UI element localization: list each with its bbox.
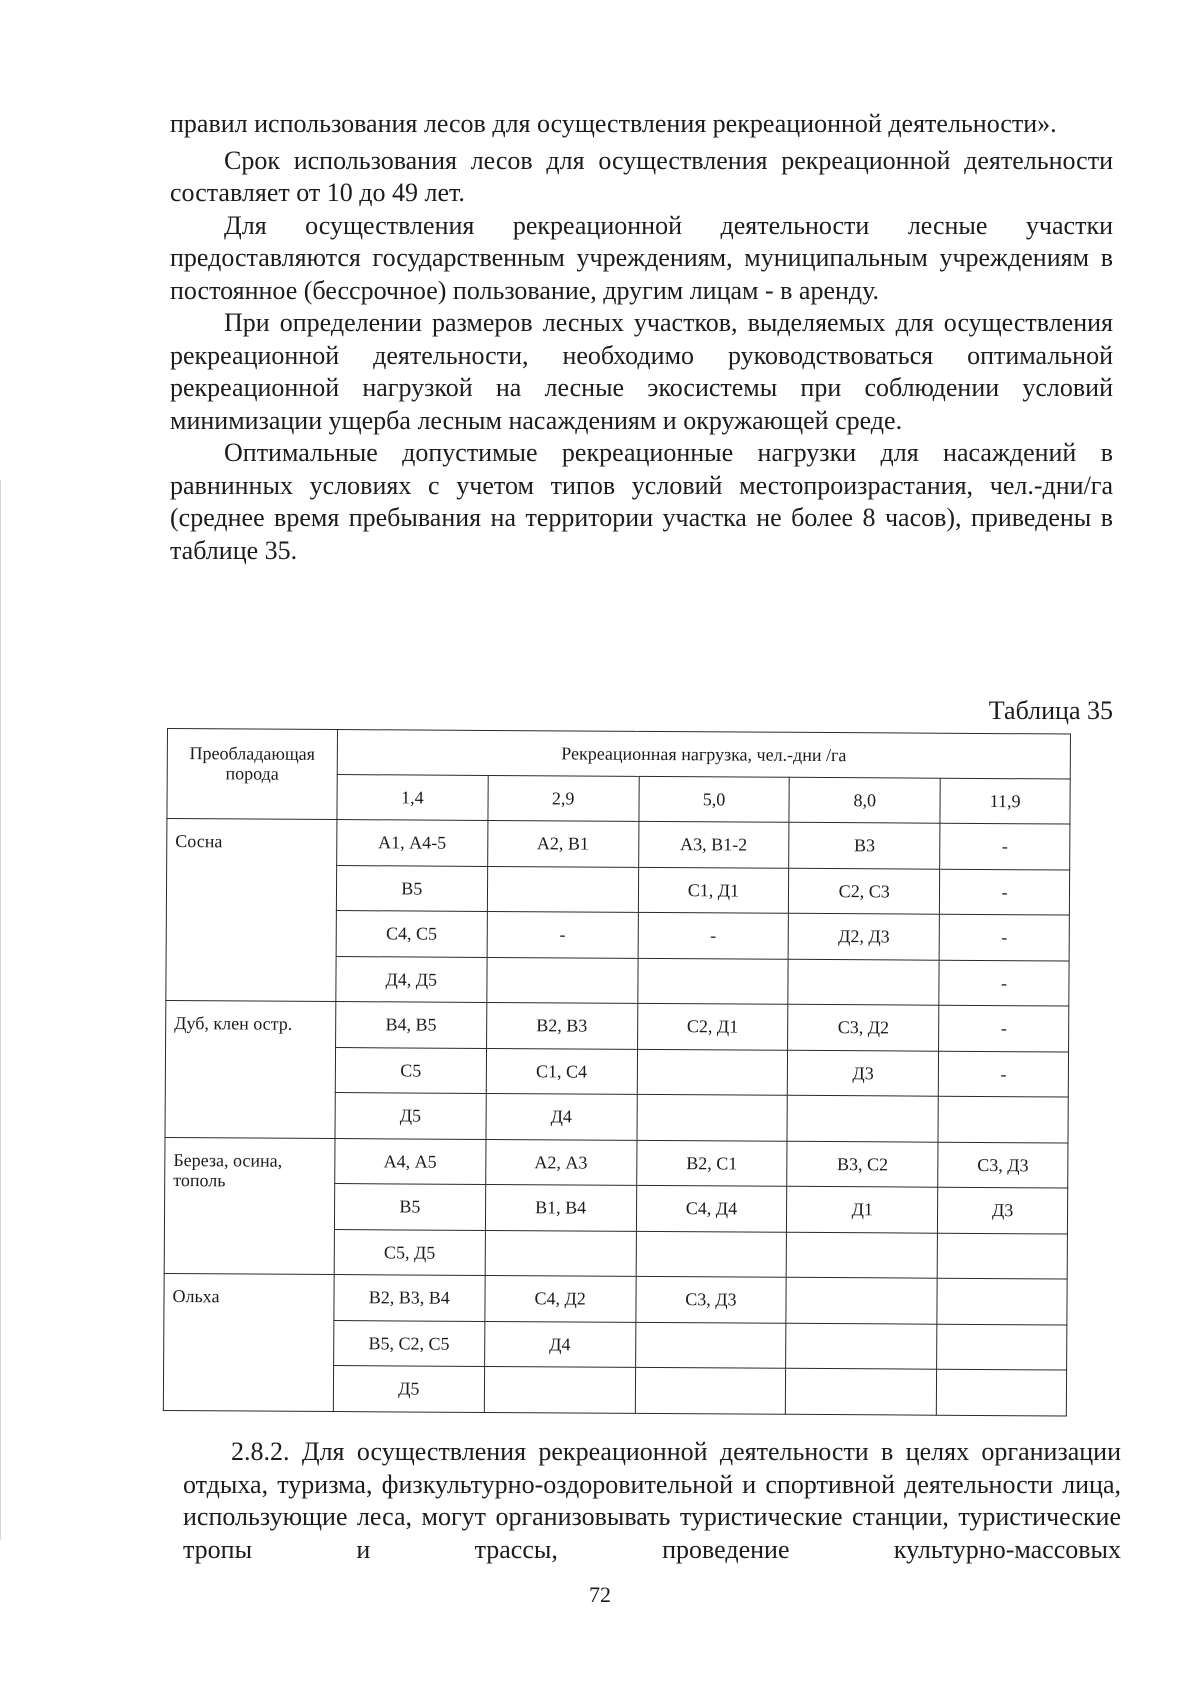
table-cell: С5 bbox=[335, 1047, 486, 1093]
table-cell bbox=[786, 1368, 937, 1414]
table-cell: А2, В1 bbox=[487, 820, 638, 866]
table-cell: Д5 bbox=[333, 1366, 484, 1412]
table-cell: - bbox=[638, 912, 789, 958]
table-cell bbox=[635, 1367, 786, 1413]
table-cell bbox=[937, 1233, 1067, 1279]
table-cell: С3, Д2 bbox=[788, 1004, 939, 1050]
table-cell: Д1 bbox=[787, 1186, 938, 1232]
paragraph-3: Для осуществления рекреационной деятельности лесные участки предоставляются государственным учреждениям, муниципальным учреждениям в постоянное (бессрочное) пользование, другим лицам - в аренду. bbox=[170, 210, 1113, 305]
table-cell: В1, В4 bbox=[485, 1184, 636, 1230]
table-cell: Д4 bbox=[486, 1093, 637, 1139]
table-cell: - bbox=[940, 823, 1070, 869]
table-cell bbox=[637, 1049, 788, 1095]
table-cell bbox=[637, 1094, 788, 1140]
table-cell bbox=[786, 1323, 937, 1369]
species-cell: Береза, осина, тополь bbox=[164, 1137, 335, 1275]
paragraph-1: правил использования лесов для осуществления рекреационной деятельности». bbox=[170, 109, 1057, 138]
table-cell: А2, А3 bbox=[485, 1139, 636, 1185]
recreation-load-table bbox=[163, 728, 1071, 1416]
species-column-header: Преобладающая порода bbox=[167, 729, 337, 820]
table-cell: - bbox=[939, 960, 1069, 1006]
table-cell: Д4, Д5 bbox=[336, 956, 487, 1002]
table-header-row bbox=[167, 729, 1070, 780]
load-value: 2,9 bbox=[488, 775, 639, 821]
table-cell: С3, Д3 bbox=[635, 1276, 786, 1322]
paragraph-4: При определении размеров лесных участков, выделяемых для осуществления рекреационной деятельности, необходимо руководствоваться оптимальной рекреационной нагрузкой на лесные экосистемы при соблюдении условий минимизации ущерба лесным насаждениям и окружающей среде. bbox=[170, 308, 1113, 435]
table-caption: Таблица 35 bbox=[988, 696, 1113, 725]
table-row bbox=[165, 1137, 1068, 1188]
species-cell: Дуб, клен остр. bbox=[165, 1000, 336, 1138]
scan-edge-line bbox=[0, 480, 1, 1540]
paragraph-2: Срок использования лесов для осуществления рекреационной деятельности составляет от 10 до 49 лет. bbox=[170, 145, 1113, 207]
table-cell: С5, Д5 bbox=[334, 1229, 485, 1275]
table-cell: А3, В1-2 bbox=[638, 821, 789, 867]
table-row bbox=[166, 1000, 1069, 1051]
table-cell bbox=[786, 1232, 937, 1278]
table-cell: С2, Д1 bbox=[637, 1003, 788, 1049]
table-cell: С2, С3 bbox=[789, 868, 940, 914]
paragraph-5: Оптимальные допустимые рекреационные нагрузки для насаждений в равнинных условиях с учетом типов условий местопроизрастания, чел.-дни/га (среднее время пребывания на территории участка не более 8 часов), приведены в таблице 35. bbox=[170, 438, 1113, 565]
table-cell bbox=[485, 1230, 636, 1276]
table-cell: В5 bbox=[334, 1184, 485, 1230]
table-cell: В3, С2 bbox=[787, 1141, 938, 1187]
table-cell: В2, В3, В4 bbox=[334, 1275, 485, 1321]
table-cell: С4, С5 bbox=[336, 911, 487, 957]
table-cell: - bbox=[939, 869, 1069, 915]
table-cell: Д3 bbox=[938, 1187, 1068, 1233]
table-cell: С1, С4 bbox=[486, 1048, 637, 1094]
table-cell: В2, В3 bbox=[486, 1002, 637, 1048]
table-cell bbox=[937, 1278, 1067, 1324]
table-cell: - bbox=[939, 1005, 1069, 1051]
species-cell: Ольха bbox=[163, 1273, 334, 1411]
table-cell: А1, А4-5 bbox=[337, 820, 488, 866]
table-cell bbox=[487, 957, 638, 1003]
species-cell: Сосна bbox=[166, 819, 337, 1002]
table-row bbox=[164, 1273, 1067, 1324]
table-cell bbox=[938, 1096, 1068, 1142]
table-cell: А4, А5 bbox=[335, 1138, 486, 1184]
table-cell bbox=[637, 958, 788, 1004]
table-cell: В5, С2, С5 bbox=[334, 1320, 485, 1366]
table-cell: - bbox=[938, 1051, 1068, 1097]
table-cell: В4, В5 bbox=[335, 1002, 486, 1048]
table-cell bbox=[788, 959, 939, 1005]
load-column-header: Рекреационная нагрузка, чел.-дни /га bbox=[337, 730, 1070, 779]
table-cell: С4, Д2 bbox=[485, 1275, 636, 1321]
load-value: 5,0 bbox=[638, 776, 789, 822]
load-value: 11,9 bbox=[940, 778, 1070, 824]
closing-paragraph: 2.8.2. Для осуществления рекреационной деятельности в целях организации отдыха, туризма, физкультурно-оздоровительной и спортивной деятельности лица, использующие леса, могут организовывать туристические станции, туристические тропы и трассы, проведение культурно-массовых bbox=[183, 1437, 1121, 1564]
page-number: 72 bbox=[589, 1582, 611, 1607]
load-value: 8,0 bbox=[789, 777, 940, 823]
table-cell: - bbox=[487, 911, 638, 957]
table-cell: С4, Д4 bbox=[636, 1185, 787, 1231]
table-cell bbox=[635, 1322, 786, 1368]
table-cell: В3 bbox=[789, 822, 940, 868]
table-cell bbox=[787, 1095, 938, 1141]
table-row bbox=[167, 819, 1070, 870]
table-cell: Д5 bbox=[335, 1093, 486, 1139]
table-cell bbox=[937, 1324, 1067, 1370]
table-cell: С1, Д1 bbox=[638, 867, 789, 913]
table-cell bbox=[484, 1366, 635, 1412]
table-cell: В2, С1 bbox=[636, 1140, 787, 1186]
load-value: 1,4 bbox=[337, 775, 488, 821]
body-text bbox=[170, 108, 1113, 567]
table-cell: Д4 bbox=[484, 1321, 635, 1367]
table-cell: - bbox=[939, 914, 1069, 960]
table-cell: С3, Д3 bbox=[938, 1142, 1068, 1188]
table-cell bbox=[786, 1277, 937, 1323]
table-cell bbox=[487, 866, 638, 912]
table-cell: Д3 bbox=[788, 1050, 939, 1096]
table-cell: В5 bbox=[336, 865, 487, 911]
closing-text bbox=[183, 1436, 1121, 1566]
table-cell bbox=[636, 1231, 787, 1277]
table-cell: Д2, Д3 bbox=[788, 913, 939, 959]
table-cell bbox=[936, 1369, 1066, 1415]
